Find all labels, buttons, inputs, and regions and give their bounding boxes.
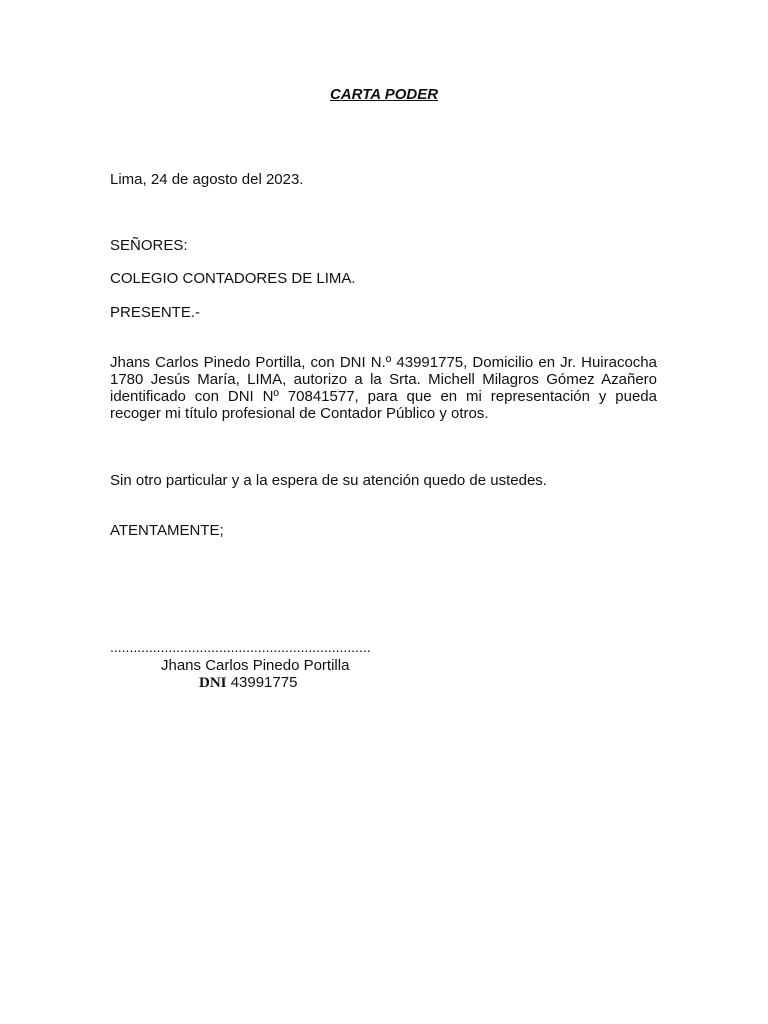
closing-line: Sin otro particular y a la espera de su atención quedo de ustedes. [110,472,547,489]
signature-line: ................................................................... [110,639,371,655]
signer-name: Jhans Carlos Pinedo Portilla [161,657,350,674]
sign-off: ATENTAMENTE; [110,522,224,539]
document-title: CARTA PODER [329,86,439,103]
presente-line: PRESENTE.- [110,304,201,321]
body-paragraph: Jhans Carlos Pinedo Portilla, con DNI N.º 43991775, Domicilio en Jr. Huiracocha 1780 Jesús María, LIMA, autorizo a la Srta. Michell Milagros Gómez Azañero identificado con DNI Nº 70841577, para que en mi representación y pueda recoger mi título profesional de Contador Público y otros. [110,354,657,422]
recipient: COLEGIO CONTADORES DE LIMA. [110,270,356,287]
signer-dni-number: 43991775 [230,674,298,691]
signer-dni-label: DNI [199,675,227,691]
salutation: SEÑORES: [110,237,188,254]
date-line: Lima, 24 de agosto del 2023. [110,171,304,188]
signer-dni [199,674,297,692]
